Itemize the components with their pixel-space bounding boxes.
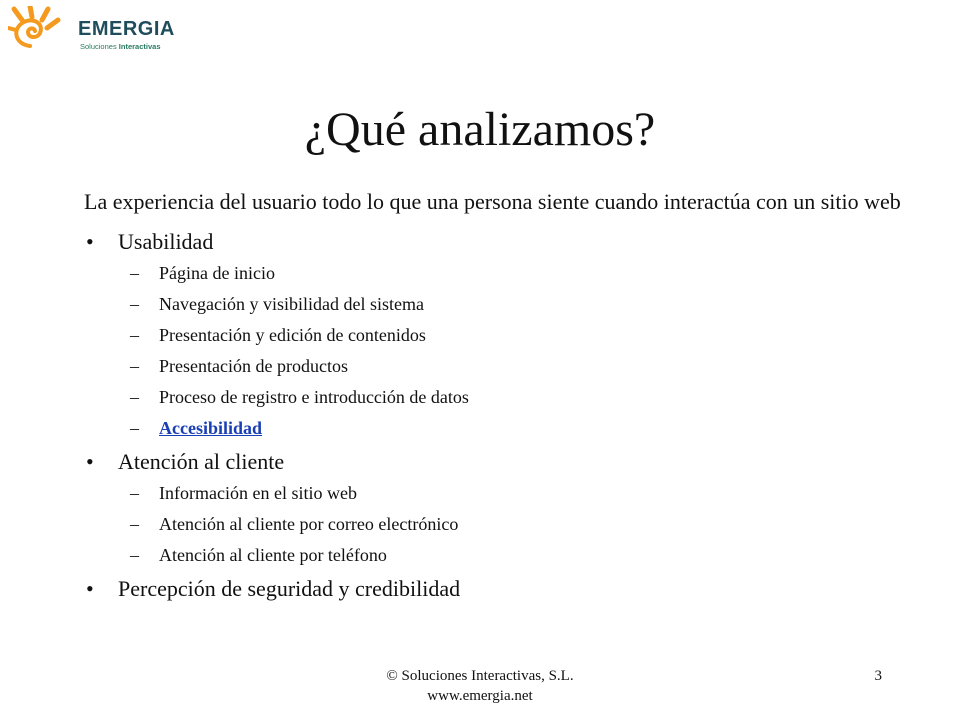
footer-website: www.emergia.net (427, 688, 533, 704)
list-item: – Proceso de registro e introducción de datos (130, 387, 469, 407)
section-heading: • Atención al cliente (84, 446, 904, 478)
section-heading: • Usabilidad (84, 226, 904, 258)
list-item: – Accesibilidad (130, 418, 263, 438)
hand-spiral-logo-icon (8, 6, 72, 54)
list-item: – Presentación de productos (130, 356, 348, 376)
list-item: – Atención al cliente por teléfono (130, 545, 387, 565)
emergia-logo (8, 6, 198, 54)
list-item: – Navegación y visibilidad del sistema (130, 294, 424, 314)
list-item: – Página de inicio (130, 263, 275, 283)
list-item: – Información en el sitio web (130, 483, 357, 503)
page-number: 3 (874, 668, 882, 684)
bullet: • (86, 449, 94, 474)
slide-body (84, 190, 904, 605)
list-item: – Atención al cliente por correo electrónico (130, 514, 459, 534)
intro-text: La experiencia del usuario todo lo que una persona siente cuando interactúa con un sitio web (84, 189, 901, 214)
logo-tagline: Soluciones Interactivas (80, 42, 161, 51)
bullet: • (86, 229, 94, 254)
logo-wordmark: EMERGIA (78, 18, 175, 40)
footer-copyright: © Soluciones Interactivas, S.L. (386, 668, 574, 684)
accesibilidad-link[interactable]: Accesibilidad (159, 418, 263, 438)
bullet: • (86, 576, 94, 601)
footer (0, 666, 960, 706)
section-heading: • Percepción de seguridad y credibilidad (84, 573, 904, 605)
slide-title: ¿Qué analizamos? (304, 103, 656, 156)
list-item: – Presentación y edición de contenidos (130, 325, 426, 345)
